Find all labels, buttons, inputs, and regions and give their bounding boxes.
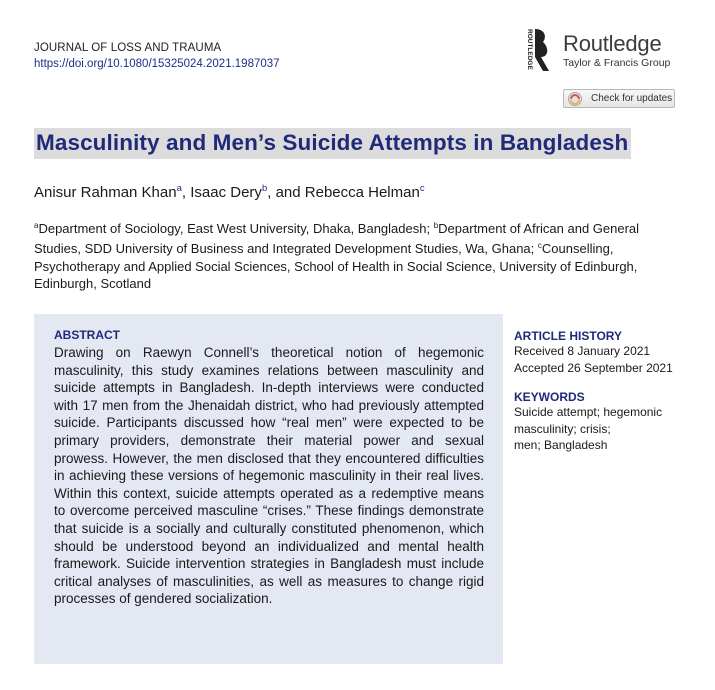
journal-name: JOURNAL OF LOSS AND TRAUMA xyxy=(34,42,222,54)
affiliations: $^a$Department of Sociology, East West University, Dhaka, Bangladesh; $^b$Department of African and General Studies, SDD University of Business and Integrated Development Studies, Wa, Ghana; $^c$Counselling, Psychotherapy and Applied Social Sciences, School of Health in Social Science, University of Edinburgh, Edinburgh, Scotland xyxy=(34,221,640,291)
article-sidebar xyxy=(514,329,694,454)
abstract-heading: ABSTRACT xyxy=(54,328,120,342)
received-date: Received 8 January 2021 xyxy=(514,344,651,358)
keywords-line: men; Bangladesh xyxy=(514,438,608,452)
author-affil-sup[interactable]: a xyxy=(176,183,182,194)
check-updates-icon xyxy=(568,92,582,106)
keywords-line: masculinity; crisis; xyxy=(514,421,611,436)
accepted-date: Accepted 26 September 2021 xyxy=(514,360,673,375)
author-list: Anisur Rahman Khan$^a$, Isaac Dery$^b$, and Rebecca Helman$^c$ xyxy=(34,183,425,201)
article-title: Masculinity and Men’s Suicide Attempts in Bangladesh xyxy=(34,128,631,159)
check-for-updates-button[interactable] xyxy=(563,89,675,108)
check-updates-label: Check for updates xyxy=(591,93,673,104)
keywords-heading: KEYWORDS xyxy=(514,390,585,404)
svg-text:ROUTLEDGE: ROUTLEDGE xyxy=(526,29,533,70)
publisher-group: Taylor & Francis Group xyxy=(563,57,671,69)
abstract-text: Drawing on Raewyn Connell’s theoretical notion of hegemonic masculinity, this study examines relations between masculinity and suicide attempts in Bangladesh. In-depth interviews were conducted with 17 men from the Jhenaidah district, who had previously attempted suicide. Participants discussed how “real men” were expected to be primary providers, demonstrate their material power and sexual prowess. However, the men disclosed that they encountered difficulties in achieving these versions of hegemonic masculinity in their real lives. Within this context, suicide attempts operated as a redemptive means to overcome perceived masculine “crises.” These findings demonstrate that suicide is a socially and culturally constituted phenomenon, which should be understood beyond an individualized and mental health framework. Suicide intervention strategies in Bangladesh must include critical analyses of masculinities, as well as measures to change rigid processes of gendered socialization. xyxy=(54,345,484,607)
publisher-name: Routledge xyxy=(563,31,662,56)
author-name: Anisur Rahman Khan xyxy=(34,184,177,201)
author-affil-sup[interactable]: b xyxy=(261,183,268,194)
publisher-logo xyxy=(519,27,679,75)
doi-link[interactable]: https://doi.org/10.1080/15325024.2021.1987037 xyxy=(34,58,280,70)
author-name: Rebecca Helman xyxy=(304,184,420,201)
author-name: Isaac Dery xyxy=(190,184,262,201)
routledge-logo-icon xyxy=(519,27,557,73)
abstract-box xyxy=(34,314,503,664)
keywords-line: Suicide attempt; hegemonic xyxy=(514,405,663,419)
author-affil-sup[interactable]: c xyxy=(419,183,425,194)
article-history-heading: ARTICLE HISTORY xyxy=(514,329,623,343)
